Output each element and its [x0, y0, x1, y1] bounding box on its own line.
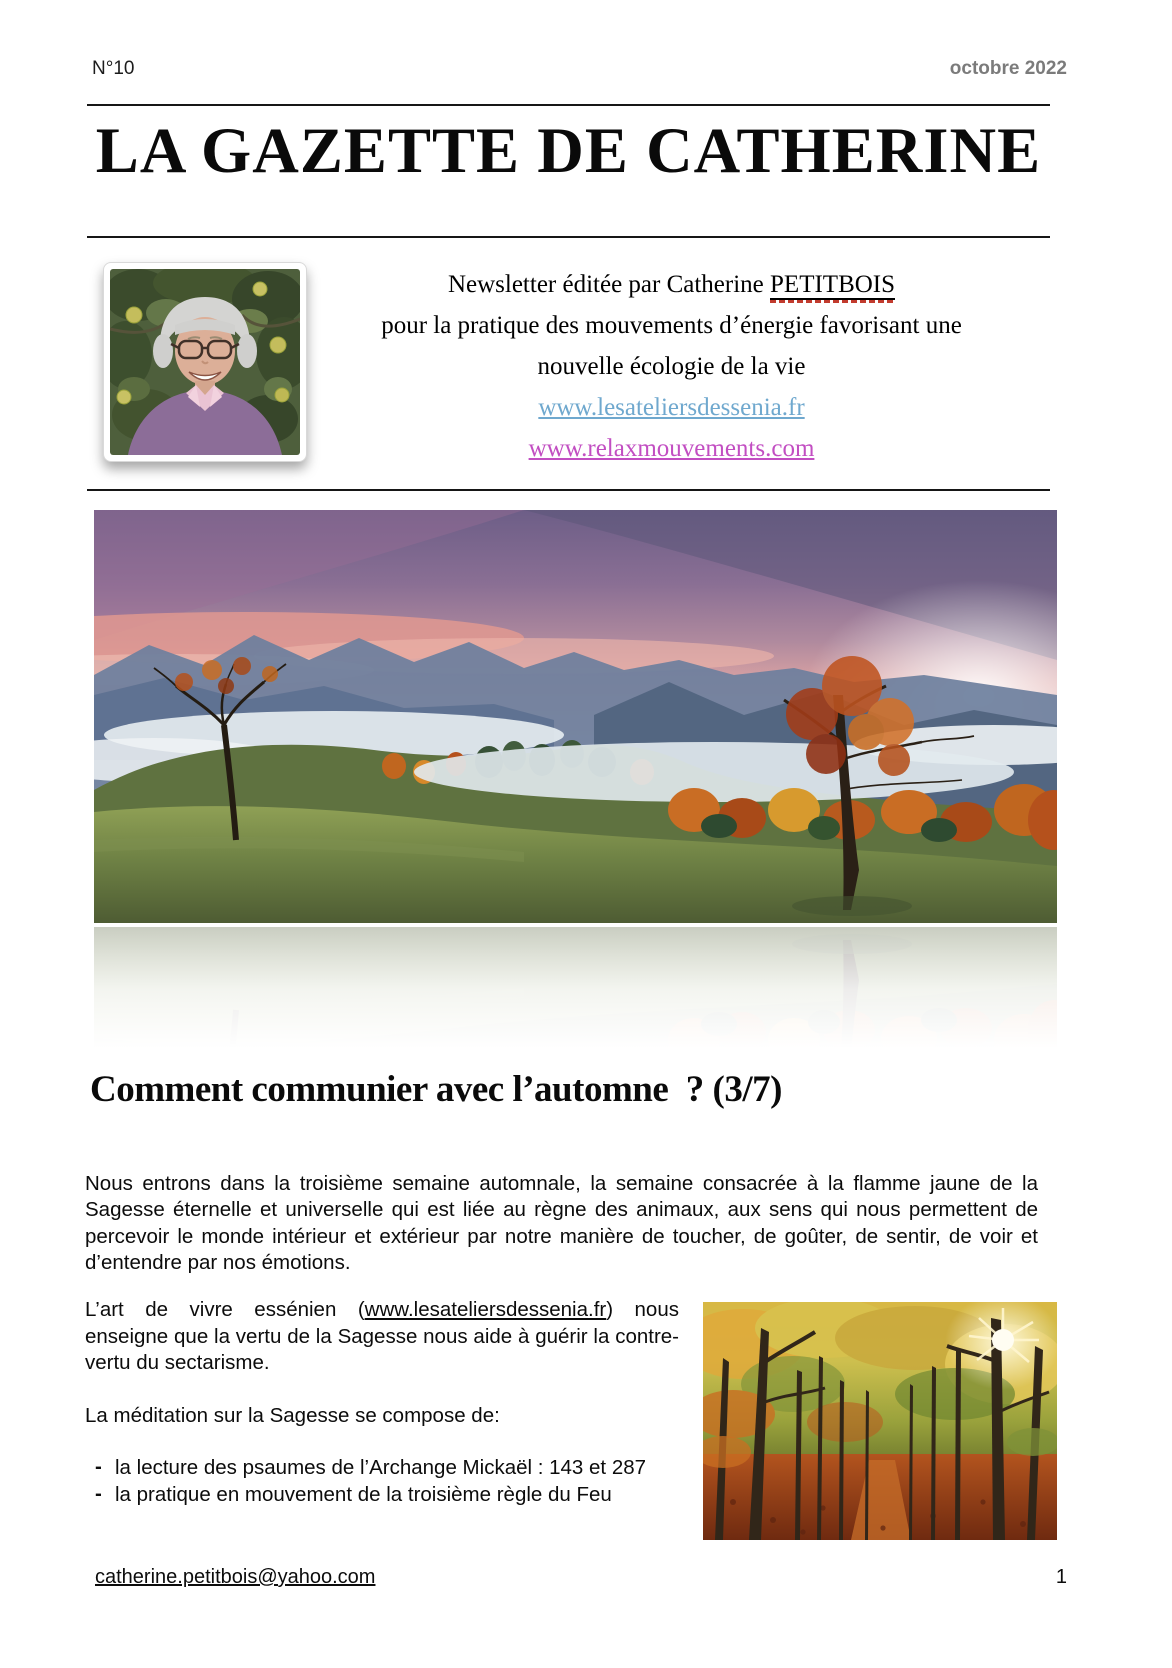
article-heading: Comment communier avec l’automne ? (3/7): [90, 1069, 782, 1110]
list-item: - la pratique en mouvement de la troisième règle du Feu: [115, 1482, 679, 1509]
page-title: LA GAZETTE DE CATHERINE: [95, 115, 1042, 187]
reflection-fade: [94, 927, 1057, 1065]
masthead-line3: nouvelle écologie de la vie: [537, 353, 806, 380]
divider-under-title: [87, 236, 1050, 238]
paragraph-2-text-before: L’art de vivre essénien (: [85, 1298, 365, 1321]
editor-name: PETITBOIS: [770, 271, 896, 298]
meditation-list: [85, 1455, 679, 1508]
masthead-text: [307, 262, 1050, 469]
portrait-photo: [103, 262, 307, 462]
masthead-line2: pour la pratique des mouvements d’énergie favorisant une: [381, 312, 962, 339]
article-paragraph-2: [85, 1297, 679, 1377]
divider-under-masthead: [87, 489, 1050, 491]
footer-email-link[interactable]: catherine.petitbois@yahoo.com: [95, 1566, 376, 1588]
masthead-line1-prefix: Newsletter éditée par Catherine: [447, 271, 771, 298]
issue-number: N°10: [92, 58, 135, 79]
inline-link-lesateliersdessenia[interactable]: www.lesateliersdessenia.fr: [364, 1298, 607, 1321]
paragraph-2-text-after: ) nous enseigne que la vertu de la Sagesse nous aide à guérir la contre-vertu du sectarisme.: [85, 1298, 679, 1374]
masthead-line1: [307, 264, 1036, 305]
footer-page-number: 1: [1055, 1566, 1067, 1588]
forest-photo: [703, 1302, 1057, 1540]
article-columns: [85, 1297, 1057, 1540]
link-lesateliersdessenia[interactable]: www.lesateliersdessenia.fr: [538, 394, 805, 421]
landscape-reflection: [94, 927, 1057, 1065]
top-bar: [92, 58, 1067, 80]
article-paragraph-1: Nous entrons dans la troisième semaine automnale, la semaine consacrée à la flamme jaune de la Sagesse éternelle et universelle qui est liée au règne des animaux, aux sens qui nous permettent de percevoir le monde intérieur et extérieur par notre manière de toucher, de goûter, de sentir, de voir et d’entendre par nos émotions.: [85, 1171, 1038, 1274]
divider-top: [87, 104, 1050, 106]
masthead: [87, 262, 1050, 469]
list-item: - la lecture des psaumes de l’Archange Mickaël : 143 et 287: [115, 1455, 679, 1482]
issue-date: octobre 2022: [949, 58, 1067, 79]
article-paragraph-3: La méditation sur la Sagesse se compose de:: [85, 1403, 500, 1427]
landscape-photo: [94, 510, 1057, 923]
link-relaxmouvements[interactable]: www.relaxmouvements.com: [528, 435, 815, 462]
article-left-column: [85, 1297, 679, 1540]
